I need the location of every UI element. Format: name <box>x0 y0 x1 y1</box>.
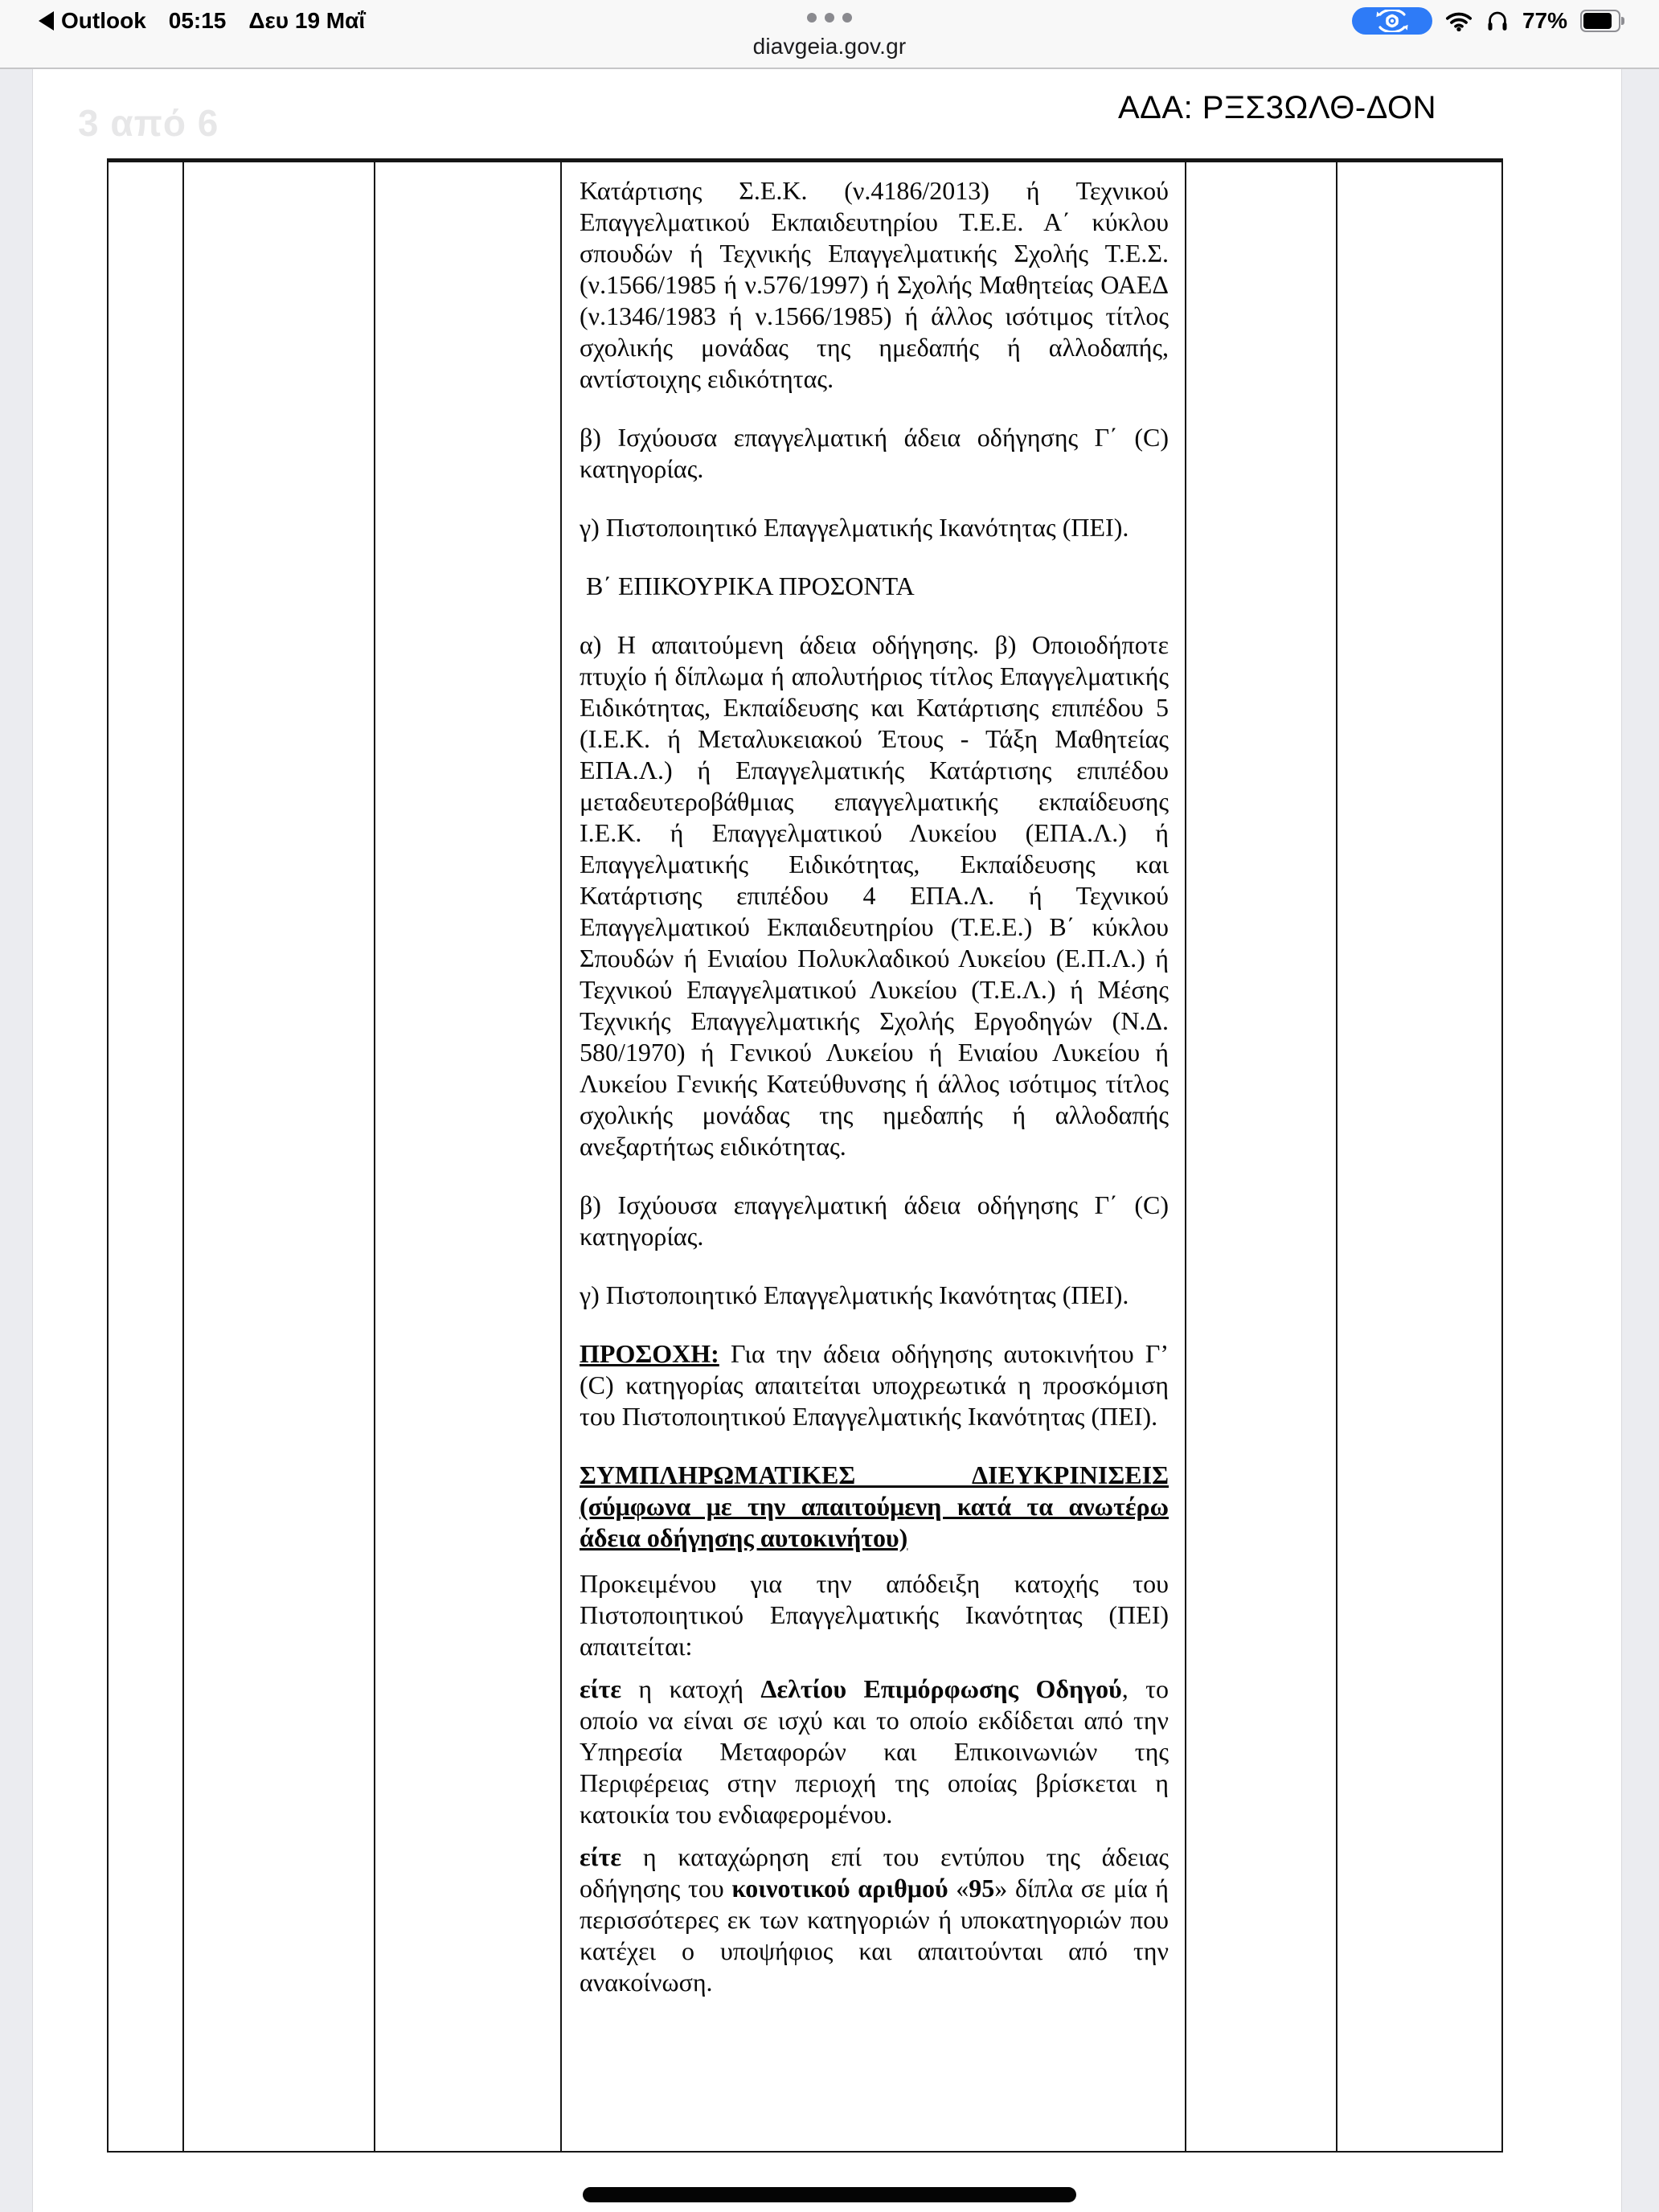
paragraph: γ) Πιστοποιητικό Επαγγελματικής Ικανότητας (ΠΕΙ). <box>580 1280 1129 1309</box>
sync-status-pill[interactable] <box>1352 7 1432 35</box>
qualifications-table <box>107 158 1503 2153</box>
paragraph: β) Ισχύουσα επαγγελματική άδεια οδήγησης Γ΄ (C) κατηγορίας. <box>580 1190 1169 1251</box>
battery-nub <box>1621 17 1624 25</box>
battery-percent-label: 77% <box>1522 8 1567 33</box>
table-cell-empty-4 <box>1186 162 1336 2151</box>
paragraph: Προκειμένου για την απόδειξη κατοχής του Πιστοποιητικού Επαγγελματικής Ικανότητας (ΠΕΙ) απαιτείται: <box>580 1569 1169 1661</box>
address-bar[interactable]: diavgeia.gov.gr <box>752 34 907 59</box>
dot-icon <box>842 13 852 23</box>
table-cell-empty-2 <box>184 162 374 2151</box>
headphones-icon <box>1485 9 1509 33</box>
battery-icon <box>1580 10 1620 32</box>
page-number-indicator: 3 από 6 <box>78 102 219 144</box>
paragraph: είτε η κατοχή Δελτίου Επιμόρφωσης Οδηγού, το οποίο να είναι σε ισχύ και το οποίο εκδίδεται από την Υπηρεσία Μεταφορών και Επικοινωνιών της Περιφέρειας στην περιοχή της οποίας βρίσκεται η κατοικία του ενδιαφερομένου. <box>580 1674 1169 1829</box>
dot-icon <box>807 13 817 23</box>
paragraph: είτε η καταχώρηση επί του εντύπου της άδειας οδήγησης του κοινοτικού αριθμού «95» δίπλα σε μία ή περισσότερες εκ των κατηγοριών ή υποκατηγοριών που κατέχει ο υποψήφιος και απαιτούνται από την ανακοίνωση. <box>580 1842 1169 1997</box>
table-cell-empty-5 <box>1337 162 1501 2151</box>
status-time: 05:15 <box>168 8 227 33</box>
battery-fill <box>1583 13 1612 29</box>
table-cell-empty-3 <box>375 162 560 2151</box>
home-indicator-bar[interactable] <box>583 2187 1076 2202</box>
wifi-icon <box>1445 10 1473 31</box>
table-cell-empty-1 <box>109 162 182 2151</box>
status-bar-left <box>37 5 365 37</box>
paragraph: β) Ισχύουσα επαγγελματική άδεια οδήγησης Γ΄ (C) κατηγορίας. <box>580 423 1169 483</box>
page-left-margin <box>0 69 32 2212</box>
paragraph: Κατάρτισης Σ.Ε.Κ. (ν.4186/2013) ή Τεχνικού Επαγγελματικού Εκπαιδευτηρίου Τ.Ε.Ε. Α΄ κύκλου σπουδών ή Τεχνικής Επαγγελματικής Σχολής Τ.Ε.Σ. (ν.1566/1985 ή ν.576/1997) ή Σχολής Μαθητείας ΟΑΕΔ (ν.1346/1983 ή ν.1566/1985) ή άλλος ισότιμος τίτλος σχολικής μονάδας της ημεδαπής ή αλλοδαπής, αντίστοιχης ειδικότητας. <box>580 176 1169 393</box>
back-triangle-icon <box>37 10 55 31</box>
paragraph: γ) Πιστοποιητικό Επαγγελματικής Ικανότητας (ΠΕΙ). <box>580 513 1129 542</box>
status-date: Δευ 19 Μαΐ <box>248 8 366 33</box>
sync-gear-icon <box>1370 10 1415 32</box>
paragraph: ΣΥΜΠΛΗΡΩΜΑΤΙΚΕΣ ΔΙΕΥΚΡΙΝΙΣΕΙΣ (σύμφωνα με την απαιτούμενη κατά τα ανωτέρω άδεια οδήγησης αυτοκινήτου) <box>580 1460 1169 1552</box>
dot-icon <box>825 13 834 23</box>
back-to-app-button[interactable] <box>37 8 146 34</box>
paragraph: α) Η απαιτούμενη άδεια οδήγησης. β) Οποιοδήποτε πτυχίο ή δίπλωμα ή απολυτήριος τίτλος Επαγγελματικής Ειδικότητας, Εκπαίδευσης και Κατάρτισης επιπέδου 5 (Ι.Ε.Κ. ή Μεταλυκειακού Έτους - Τάξη Μαθητείας ΕΠΑ.Λ.) ή Επαγγελματικής Κατάρτισης επιπέδου μεταδευτεροβάθμιας επαγγελματικής εκπαίδευσης Ι.Ε.Κ. ή Επαγγελματικού Λυκείου (ΕΠΑ.Λ.) ή Επαγγελματικής Ειδικότητας, Εκπαίδευσης και Κατάρτισης επιπέδου 4 ΕΠΑ.Λ. ή Τεχνικού Επαγγελματικού Εκπαιδευτηρίου (Τ.Ε.Ε.) Β΄ κύκλου Σπουδών ή Ενιαίου Πολυκλαδικού Λυκείου (Ε.Π.Λ.) ή Τεχνικού Επαγγελματικού Λυκείου (Τ.Ε.Λ.) ή Μέσης Τεχνικής Επαγγελματικής Σχολής Εργοδηγών (Ν.Δ. 580/1970) ή Γενικού Λυκείου ή Ενιαίου Λυκείου ή Λυκείου Γενικής Κατεύθυνσης ή άλλος ισότιμος τίτλος σχολικής μονάδας της ημεδαπής ή αλλοδαπής ανεξαρτήτως ειδικότητας. <box>580 630 1169 1161</box>
paragraph: ΠΡΟΣΟΧΗ: Για την άδεια οδήγησης αυτοκινήτου Γ’ (C) κατηγορίας απαιτείται υποχρεωτικά η προσκόμιση του Πιστοποιητικού Επαγγελματικής Ικανότητας (ΠΕΙ). <box>580 1339 1169 1431</box>
back-app-label: Outlook <box>61 8 146 33</box>
page-right-margin[interactable] <box>1622 69 1659 2212</box>
page-options-button[interactable] <box>807 13 852 23</box>
paragraph: Β΄ ΕΠΙΚΟΥΡΙΚΑ ΠΡΟΣΟΝΤΑ <box>586 571 915 600</box>
status-bar-right <box>1352 5 1620 37</box>
web-content-area <box>0 69 1659 2212</box>
ada-code-header: ΑΔΑ: ΡΞΣ3ΩΛΘ-ΔΟΝ <box>1118 90 1437 125</box>
qualification-text-cell <box>562 162 1185 2151</box>
browser-top-bar <box>0 0 1659 69</box>
